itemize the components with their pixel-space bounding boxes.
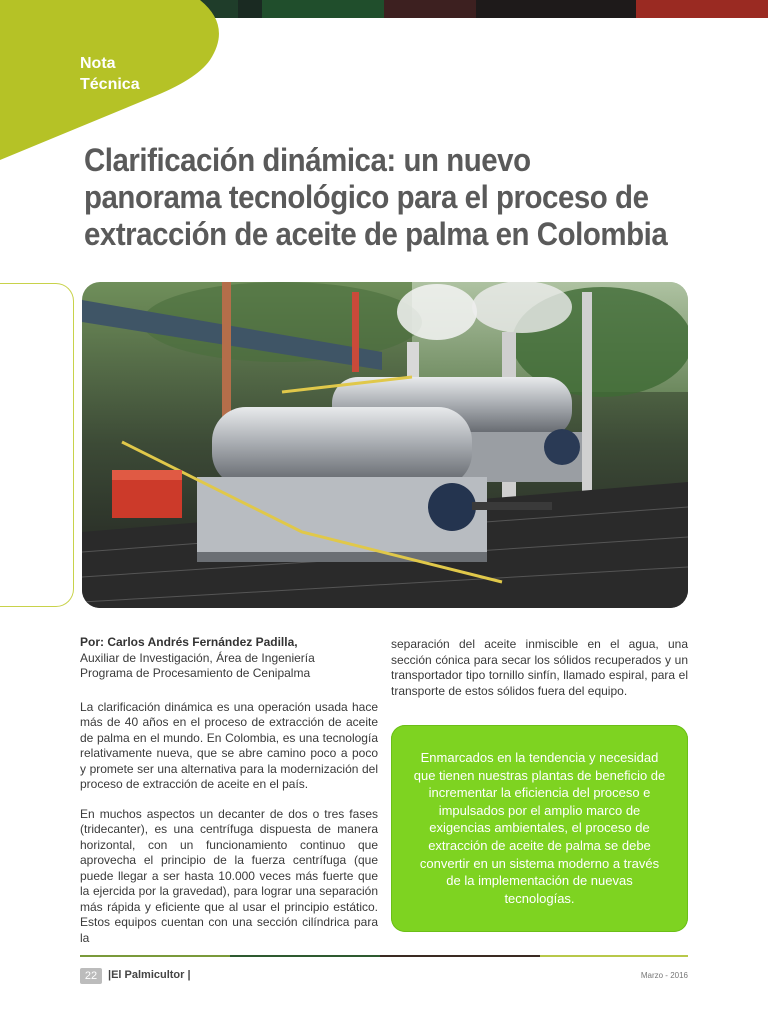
- article-photo: [82, 282, 688, 608]
- issue-date: Marzo - 2016: [640, 971, 688, 980]
- paragraph-continuation: separación del aceite inmiscible en el agua, una sección cónica para secar los sólidos recuperados y un transportador tipo tornillo sinfín, llamado espiral, para el transporte de estos sólidos fuera del equipo.: [391, 637, 688, 698]
- page-number: 22: [80, 968, 102, 984]
- section-label-line1: Nota: [80, 55, 116, 72]
- author-affiliation: [80, 651, 378, 682]
- side-decoration: [0, 283, 74, 607]
- paragraph-intro: La clarificación dinámica es una operación usada hace más de 40 años en el proceso de extracción de aceite de palma en el mundo. En Colombia, es una tecnología relativamente nueva, que se abre camino poco a poco y promete ser una alternativa para la modernización del proceso de extracción de aceite en el país.: [80, 699, 378, 791]
- page-footer: [80, 968, 688, 986]
- text-column-right: [391, 637, 688, 713]
- section-label-line2: Técnica: [80, 76, 140, 93]
- bar-segment: [262, 0, 384, 18]
- bar-segment: [384, 0, 476, 18]
- rule-segment: [380, 955, 540, 957]
- footer-rule: [80, 955, 688, 957]
- article-title: Clarificación dinámica: un nuevo panorama tecnológico para el proceso de extracción de aceite de palma en Colombia: [84, 142, 668, 252]
- rule-segment: [80, 955, 230, 957]
- pull-quote-box: Enmarcados en la tendencia y necesidad que tienen nuestras plantas de beneficio de incrementar la eficiencia del proceso e impulsados por el amplio marco de exigencias ambientales, el proceso de extracción de aceite de palma se debe convertir en un sistema moderno a través de la implementación de nuevas tecnologías.: [391, 725, 688, 932]
- bar-segment: [238, 0, 262, 18]
- bar-segment: [476, 0, 636, 18]
- rule-segment: [230, 955, 380, 957]
- bar-segment: [636, 0, 768, 18]
- affiliation-line2: Programa de Procesamiento de Cenipalma: [80, 666, 311, 680]
- rule-segment: [540, 955, 688, 957]
- affiliation-line1: Auxiliar de Investigación, Área de Ingeniería: [80, 650, 315, 665]
- magazine-name: |El Palmicultor |: [108, 969, 191, 981]
- text-column-left: [80, 635, 378, 960]
- paragraph-decanter: En muchos aspectos un decanter de dos o tres fases (tridecanter), es una centrífuga dispuesta de manera horizontal, con un funcionamiento continuo que aprovecha el principio de la fuerza centrífuga (que puede llegar a ser hasta 10.000 veces más fuerte que la ejercida por la gravedad), para lograr una separación más rápida y eficiente que al usar el principio estático. Estos equipos cuentan con una sección cilíndrica para la: [80, 806, 378, 945]
- article-author: Por: Carlos Andrés Fernández Padilla,: [80, 635, 298, 649]
- section-label: [80, 53, 140, 95]
